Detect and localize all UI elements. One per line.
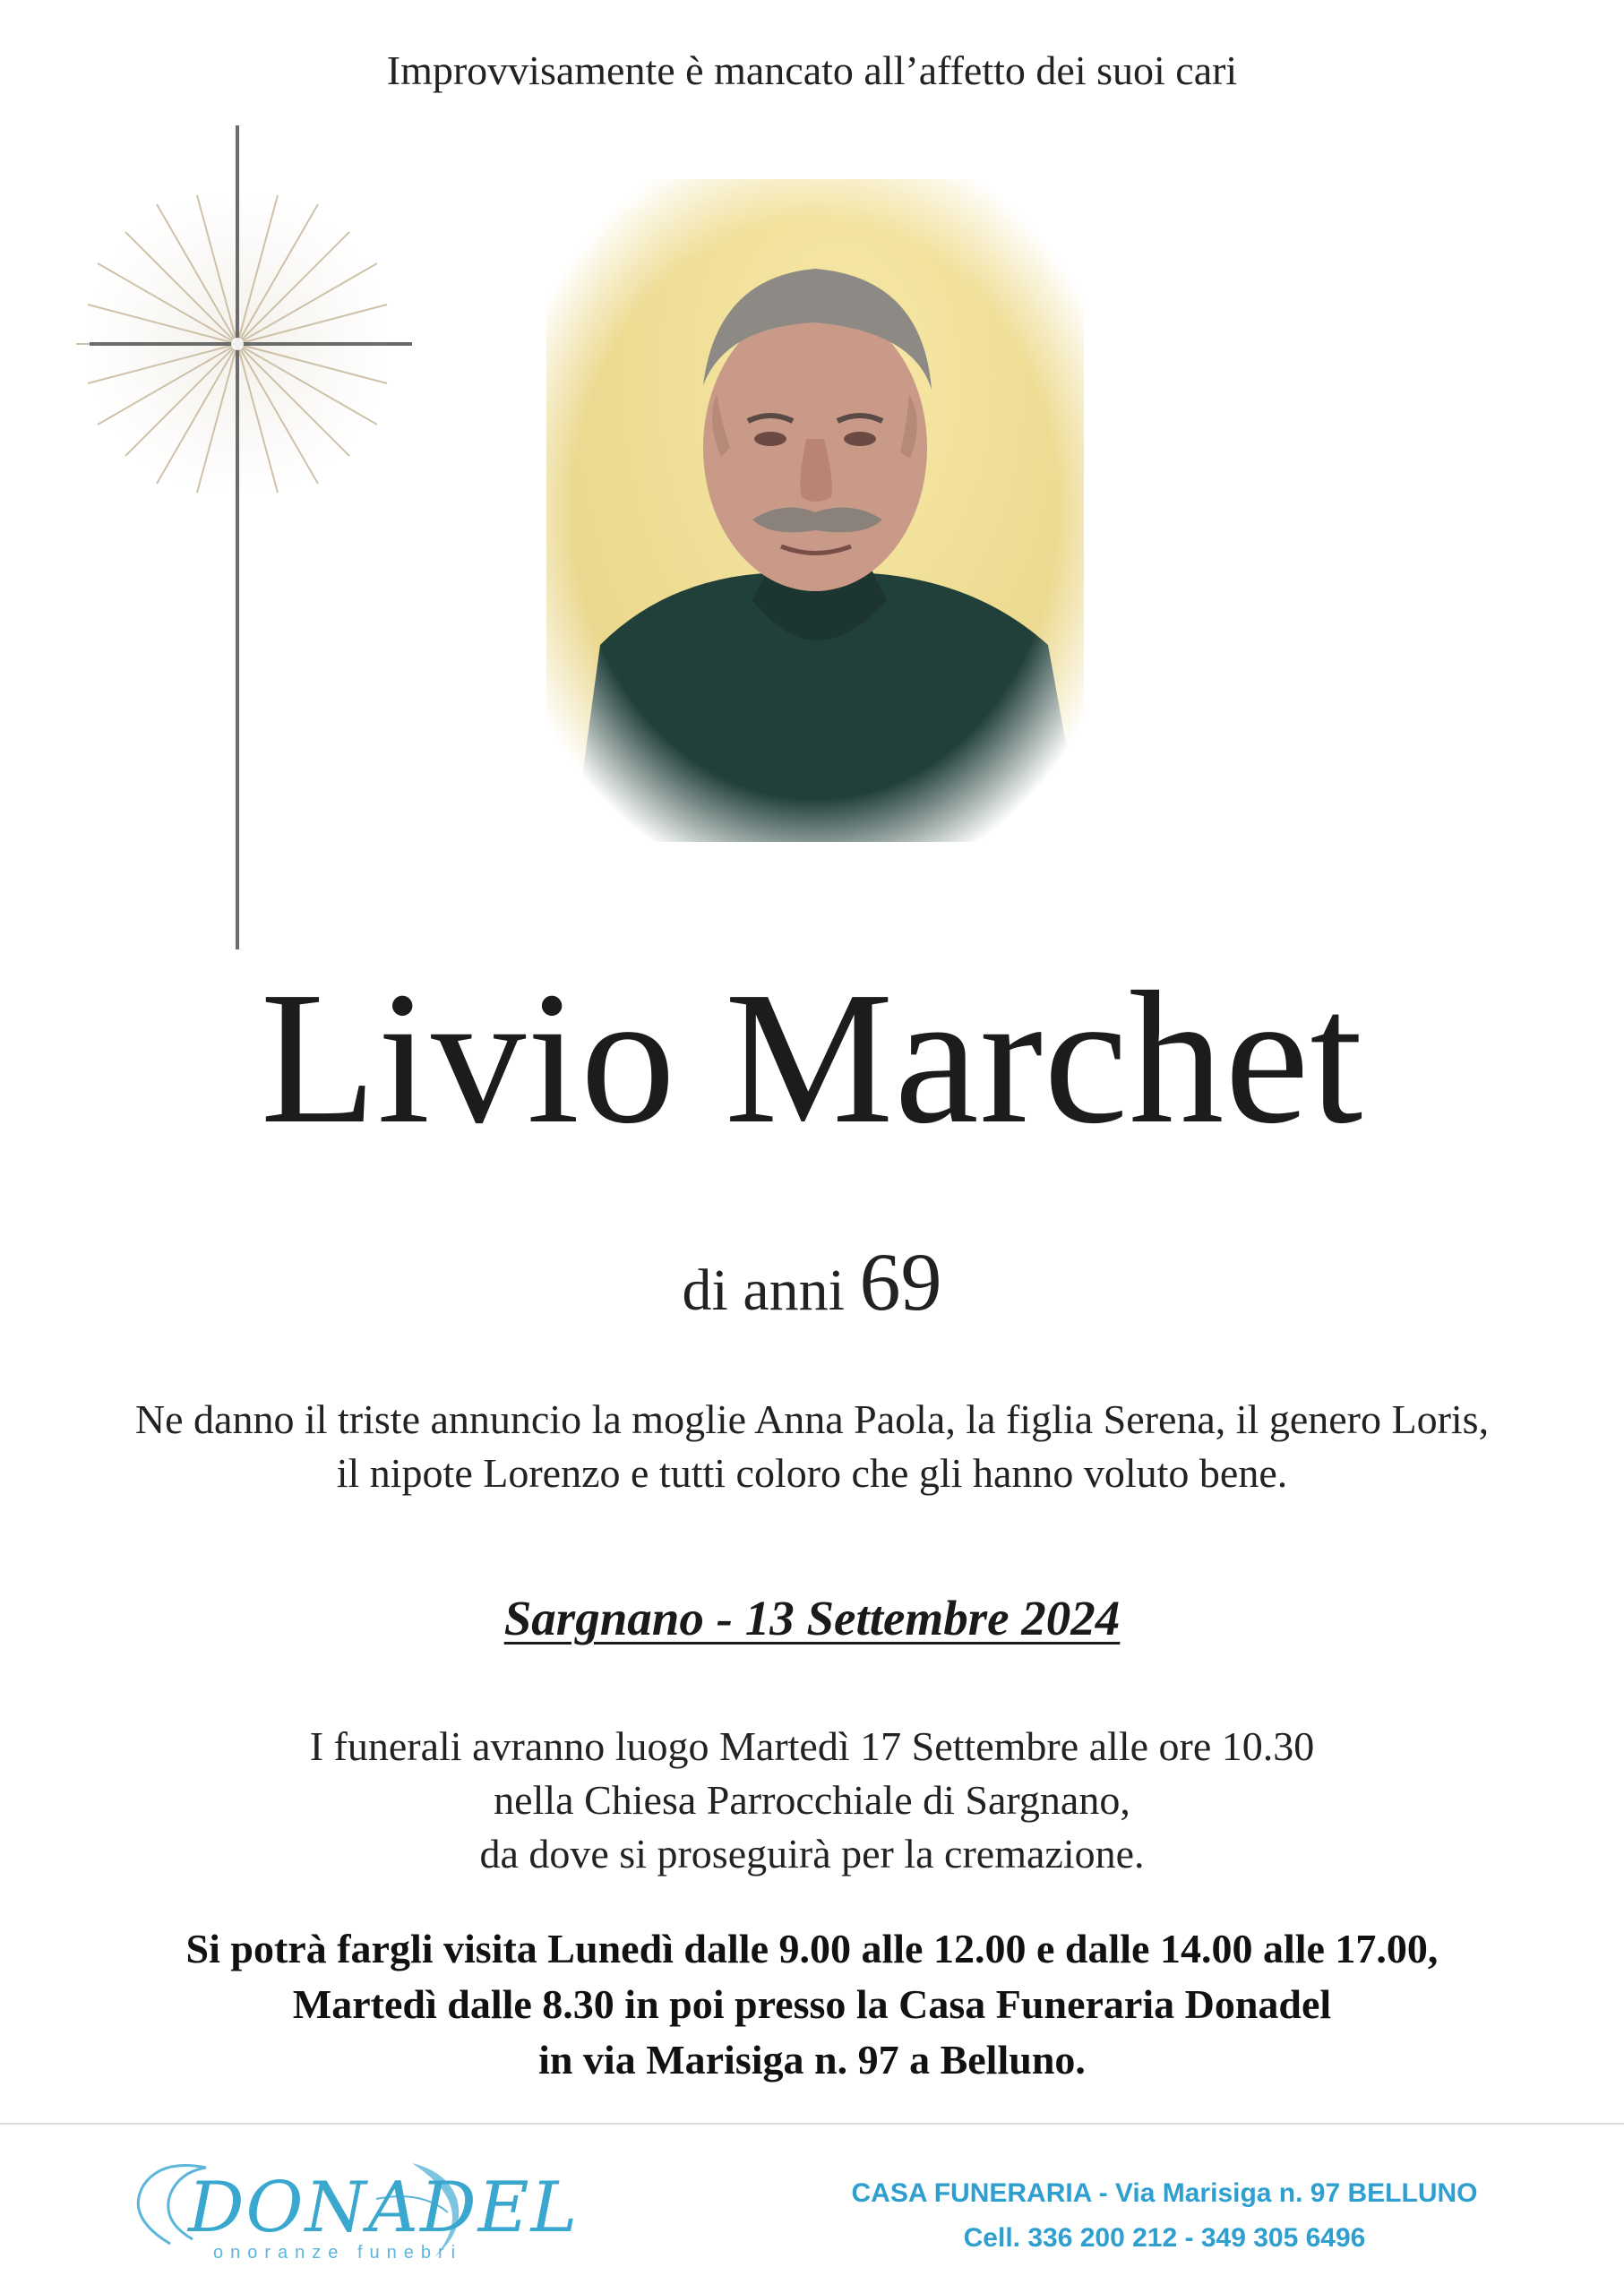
intro-text: Improvvisamente è mancato all’affetto dei suoi cari [386, 47, 1238, 93]
age-value: 69 [859, 1236, 942, 1327]
logo-subtitle: onoranze funebri [213, 2243, 463, 2263]
place-date: Sargnano - 13 Settembre 2024 [503, 1591, 1121, 1645]
visit-info [0, 1921, 1624, 2088]
announcement-line: Ne danno il triste annuncio la moglie Anna Paola, la figlia Serena, il genero Loris, [134, 1396, 1490, 1442]
cross-star-icon [54, 125, 430, 949]
funeral-line: nella Chiesa Parrocchiale di Sargnano, [494, 1777, 1130, 1823]
visit-line: Si potrà fargli visita Lunedì dalle 9.00 alle 12.00 e dalle 14.00 alle 17.00, [185, 1926, 1439, 1971]
deceased-name: Livio Marchet [260, 952, 1364, 1163]
visit-line: Martedì dalle 8.30 in poi presso la Casa Funeraria Donadel [292, 1981, 1332, 2027]
portrait-photo [546, 179, 1084, 842]
announcement-line: il nipote Lorenzo e tutti coloro che gli hanno voluto bene. [336, 1450, 1288, 1496]
age-prefix: di anni [682, 1258, 845, 1323]
age-line [0, 1236, 1624, 1327]
funeral-line: I funerali avranno luogo Martedì 17 Settembre alle ore 10.30 [309, 1723, 1315, 1769]
funeral-line: da dove si proseguirà per la cremazione. [479, 1831, 1145, 1876]
divider [0, 2123, 1624, 2125]
logo-name: DONADEL [188, 2168, 580, 2248]
funeral-info [0, 1720, 1624, 1881]
footer-phone: Cell. 336 200 212 - 349 305 6496 [963, 2223, 1366, 2253]
footer-address: CASA FUNERARIA - Via Marisiga n. 97 BELLUNO [851, 2178, 1478, 2208]
announcement [0, 1393, 1624, 1500]
visit-line: in via Marisiga n. 97 a Belluno. [538, 2037, 1086, 2083]
